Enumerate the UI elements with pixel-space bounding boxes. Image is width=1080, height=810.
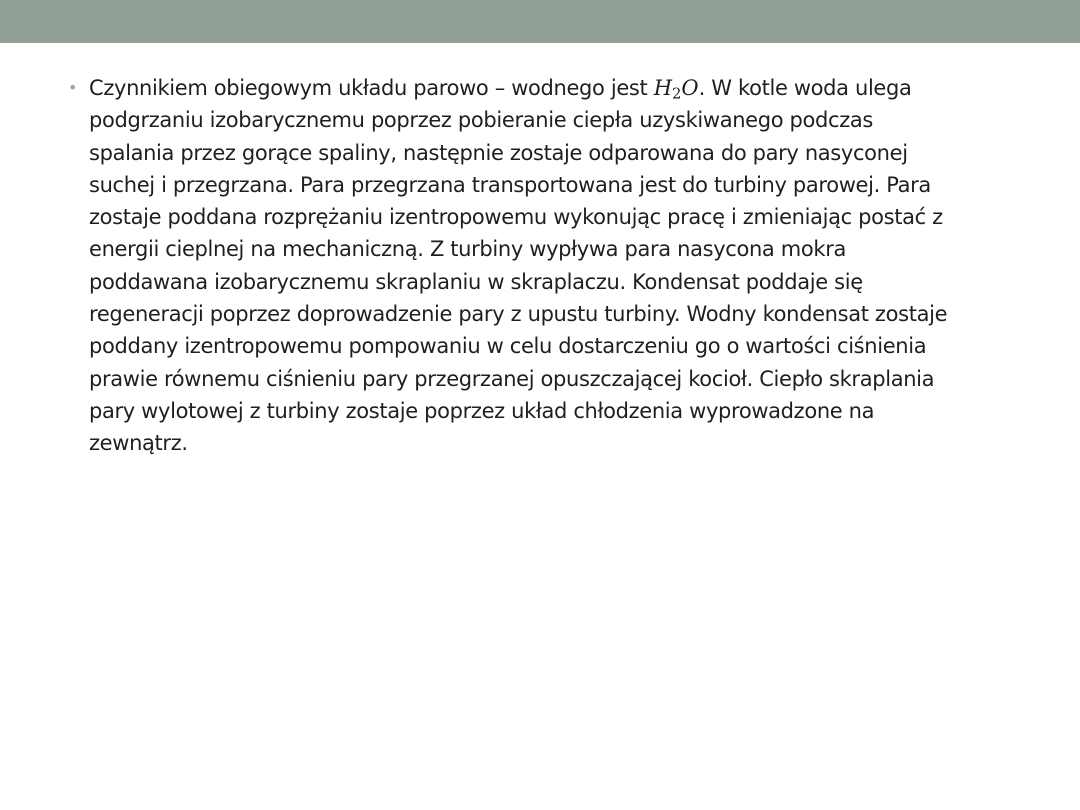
bullet-paragraph	[89, 72, 1018, 460]
bullet-icon: •	[68, 78, 78, 97]
top-bar	[0, 0, 1080, 43]
paragraph-line-11: pary wylotowej z turbiny zostaje poprzez układ chłodzenia wyprowadzone na	[89, 398, 875, 423]
line-1-text-end: . W kotle woda ulega	[698, 76, 912, 100]
formula-h: H	[653, 76, 673, 100]
paragraph-line-7: poddawana izobarycznemu skraplaniu w skraplaczu. Kondensat poddaje się	[89, 269, 863, 294]
slide-content	[68, 72, 1018, 460]
paragraph-line-1	[89, 72, 1018, 104]
paragraph-line-6: energii cieplnej na mechaniczną. Z turbiny wypływa para nasycona mokra	[89, 237, 846, 262]
paragraph-line-12: zewnątrz.	[89, 431, 188, 456]
paragraph-line-4: suchej i przegrzana. Para przegrzana transportowana jest do turbiny parowej. Para	[89, 172, 931, 197]
formula-subscript: 2	[672, 85, 682, 103]
paragraph-line-9: poddany izentropowemu pompowaniu w celu dostarczeniu go o wartości ciśnienia	[89, 334, 927, 359]
formula-h2o	[653, 76, 699, 103]
line-1-text-start: Czynnikiem obiegowym układu parowo – wodnego jest	[89, 76, 654, 100]
paragraph-line-10: prawie równemu ciśnieniu pary przegrzanej opuszczającej kocioł. Ciepło skraplania	[89, 366, 935, 391]
paragraph-line-5: zostaje poddana rozprężaniu izentropowemu wykonując pracę i zmieniając postać z	[89, 205, 943, 230]
paragraph-line-8: regeneracji poprzez doprowadzenie pary z upustu turbiny. Wodny kondensat zostaje	[89, 302, 948, 327]
paragraph-line-3: spalania przez gorące spaliny, następnie zostaje odparowana do pary nasyconej	[89, 140, 908, 165]
paragraph-line-2: podgrzaniu izobarycznemu poprzez pobieranie ciepła uzyskiwanego podczas	[89, 108, 873, 133]
formula-o: O	[681, 76, 699, 100]
bullet-item	[68, 72, 1018, 460]
